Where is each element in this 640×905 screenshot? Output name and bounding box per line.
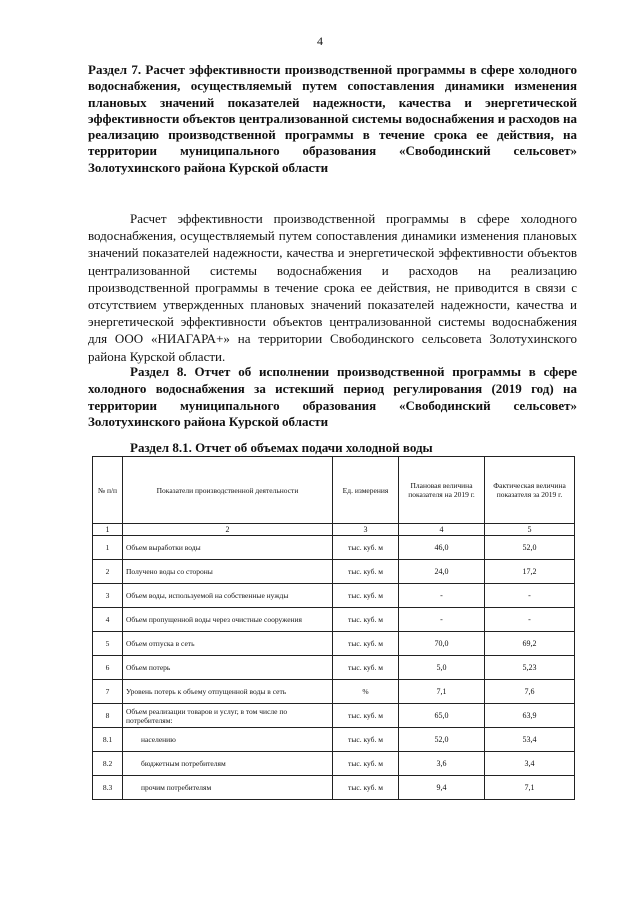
row-fact: 3,4 <box>485 752 575 776</box>
row-fact: - <box>485 608 575 632</box>
row-indicator: населению <box>123 728 333 752</box>
row-fact: 17,2 <box>485 560 575 584</box>
table-row <box>93 536 575 560</box>
row-fact: 53,4 <box>485 728 575 752</box>
row-unit: тыс. куб. м <box>333 584 399 608</box>
section-8-heading: Раздел 8. Отчет об исполнении производственной программы в сфере холодного водоснабжения за истекший период регулирования (2019 год) на территории муниципального образования «Свободинский сельсовет» Золотухинского района Курской области <box>88 364 577 430</box>
water-volume-table <box>92 456 575 800</box>
header-fact: Фактическая величина показателя за 2019 г. <box>485 457 575 524</box>
column-number-row <box>93 524 575 536</box>
row-number: 5 <box>93 632 123 656</box>
header-plan: Плановая величина показателя на 2019 г. <box>399 457 485 524</box>
col-num-4: 4 <box>399 524 485 536</box>
row-plan: 52,0 <box>399 728 485 752</box>
table-row <box>93 704 575 728</box>
row-plan: - <box>399 584 485 608</box>
row-number: 4 <box>93 608 123 632</box>
row-number: 8.2 <box>93 752 123 776</box>
row-plan: 46,0 <box>399 536 485 560</box>
page-number: 4 <box>317 34 323 48</box>
col-num-5: 5 <box>485 524 575 536</box>
row-number: 2 <box>93 560 123 584</box>
row-plan: 7,1 <box>399 680 485 704</box>
row-unit: % <box>333 680 399 704</box>
table-row <box>93 608 575 632</box>
row-plan: 70,0 <box>399 632 485 656</box>
row-plan: 5,0 <box>399 656 485 680</box>
table-row <box>93 656 575 680</box>
col-num-3: 3 <box>333 524 399 536</box>
table-row <box>93 776 575 800</box>
row-unit: тыс. куб. м <box>333 776 399 800</box>
row-indicator: Получено воды со стороны <box>123 560 333 584</box>
row-plan: 24,0 <box>399 560 485 584</box>
row-indicator: Объем пропущенной воды через очистные сооружения <box>123 608 333 632</box>
row-unit: тыс. куб. м <box>333 608 399 632</box>
row-fact: 63,9 <box>485 704 575 728</box>
row-fact: 52,0 <box>485 536 575 560</box>
row-number: 3 <box>93 584 123 608</box>
row-unit: тыс. куб. м <box>333 560 399 584</box>
col-num-2: 2 <box>123 524 333 536</box>
table-row <box>93 560 575 584</box>
row-indicator: Объем воды, используемой на собственные нужды <box>123 584 333 608</box>
table-row <box>93 752 575 776</box>
section-8-1-heading: Раздел 8.1. Отчет об объемах подачи холодной воды <box>130 440 433 455</box>
row-indicator: Объем отпуска в сеть <box>123 632 333 656</box>
header-number: № п/п <box>93 457 123 524</box>
col-num-1: 1 <box>93 524 123 536</box>
row-indicator: Объем потерь <box>123 656 333 680</box>
row-unit: тыс. куб. м <box>333 656 399 680</box>
header-unit: Ед. измерения <box>333 457 399 524</box>
row-number: 8.1 <box>93 728 123 752</box>
table-row <box>93 728 575 752</box>
row-fact: 7,1 <box>485 776 575 800</box>
section-7-heading: Раздел 7. Расчет эффективности производственной программы в сфере холодного водоснабжения, осуществляемый путем сопоставления динамики изменения плановых значений показателей надежности, качества и энергетической эффективности объектов централизованной системы водоснабжения и расходов на реализацию производственной программы в течение срока ее действия, на территории муниципального образования «Свободинский сельсовет» Золотухинского района Курской области <box>88 62 577 175</box>
row-number: 1 <box>93 536 123 560</box>
row-number: 8.3 <box>93 776 123 800</box>
row-unit: тыс. куб. м <box>333 704 399 728</box>
row-fact: - <box>485 584 575 608</box>
row-number: 6 <box>93 656 123 680</box>
row-fact: 5,23 <box>485 656 575 680</box>
row-unit: тыс. куб. м <box>333 632 399 656</box>
table-header-row <box>93 457 575 524</box>
row-indicator: Уровень потерь к объему отпущенной воды в сеть <box>123 680 333 704</box>
table-row <box>93 680 575 704</box>
row-plan: 3,6 <box>399 752 485 776</box>
row-indicator: прочим потребителям <box>123 776 333 800</box>
table-row <box>93 632 575 656</box>
row-unit: тыс. куб. м <box>333 536 399 560</box>
row-fact: 69,2 <box>485 632 575 656</box>
row-number: 7 <box>93 680 123 704</box>
row-plan: 9,4 <box>399 776 485 800</box>
row-fact: 7,6 <box>485 680 575 704</box>
row-indicator: бюджетным потребителям <box>123 752 333 776</box>
row-number: 8 <box>93 704 123 728</box>
row-unit: тыс. куб. м <box>333 752 399 776</box>
row-unit: тыс. куб. м <box>333 728 399 752</box>
section-7-body: Расчет эффективности производственной программы в сфере холодного водоснабжения, осуществляемый путем сопоставления динамики изменения плановых значений показателей надежности, качества и энергетической эффективности объектов централизованной системы водоснабжения и расходов на реализацию производственной программы в течение срока ее действия, не приводится в связи с отсутствием утвержденных плановых значений показателей надежности, качества и энергетической эффективности объектов централизованной системы водоснабжения для ООО «НИАГАРА+» на территории Свободинского сельсовета Золотухинского района Курской области. <box>88 211 577 364</box>
row-plan: 65,0 <box>399 704 485 728</box>
header-indicator: Показатели производственной деятельности <box>123 457 333 524</box>
row-indicator: Объем выработки воды <box>123 536 333 560</box>
row-indicator: Объем реализации товаров и услуг, в том числе по потребителям: <box>123 704 333 728</box>
row-plan: - <box>399 608 485 632</box>
table-row <box>93 584 575 608</box>
